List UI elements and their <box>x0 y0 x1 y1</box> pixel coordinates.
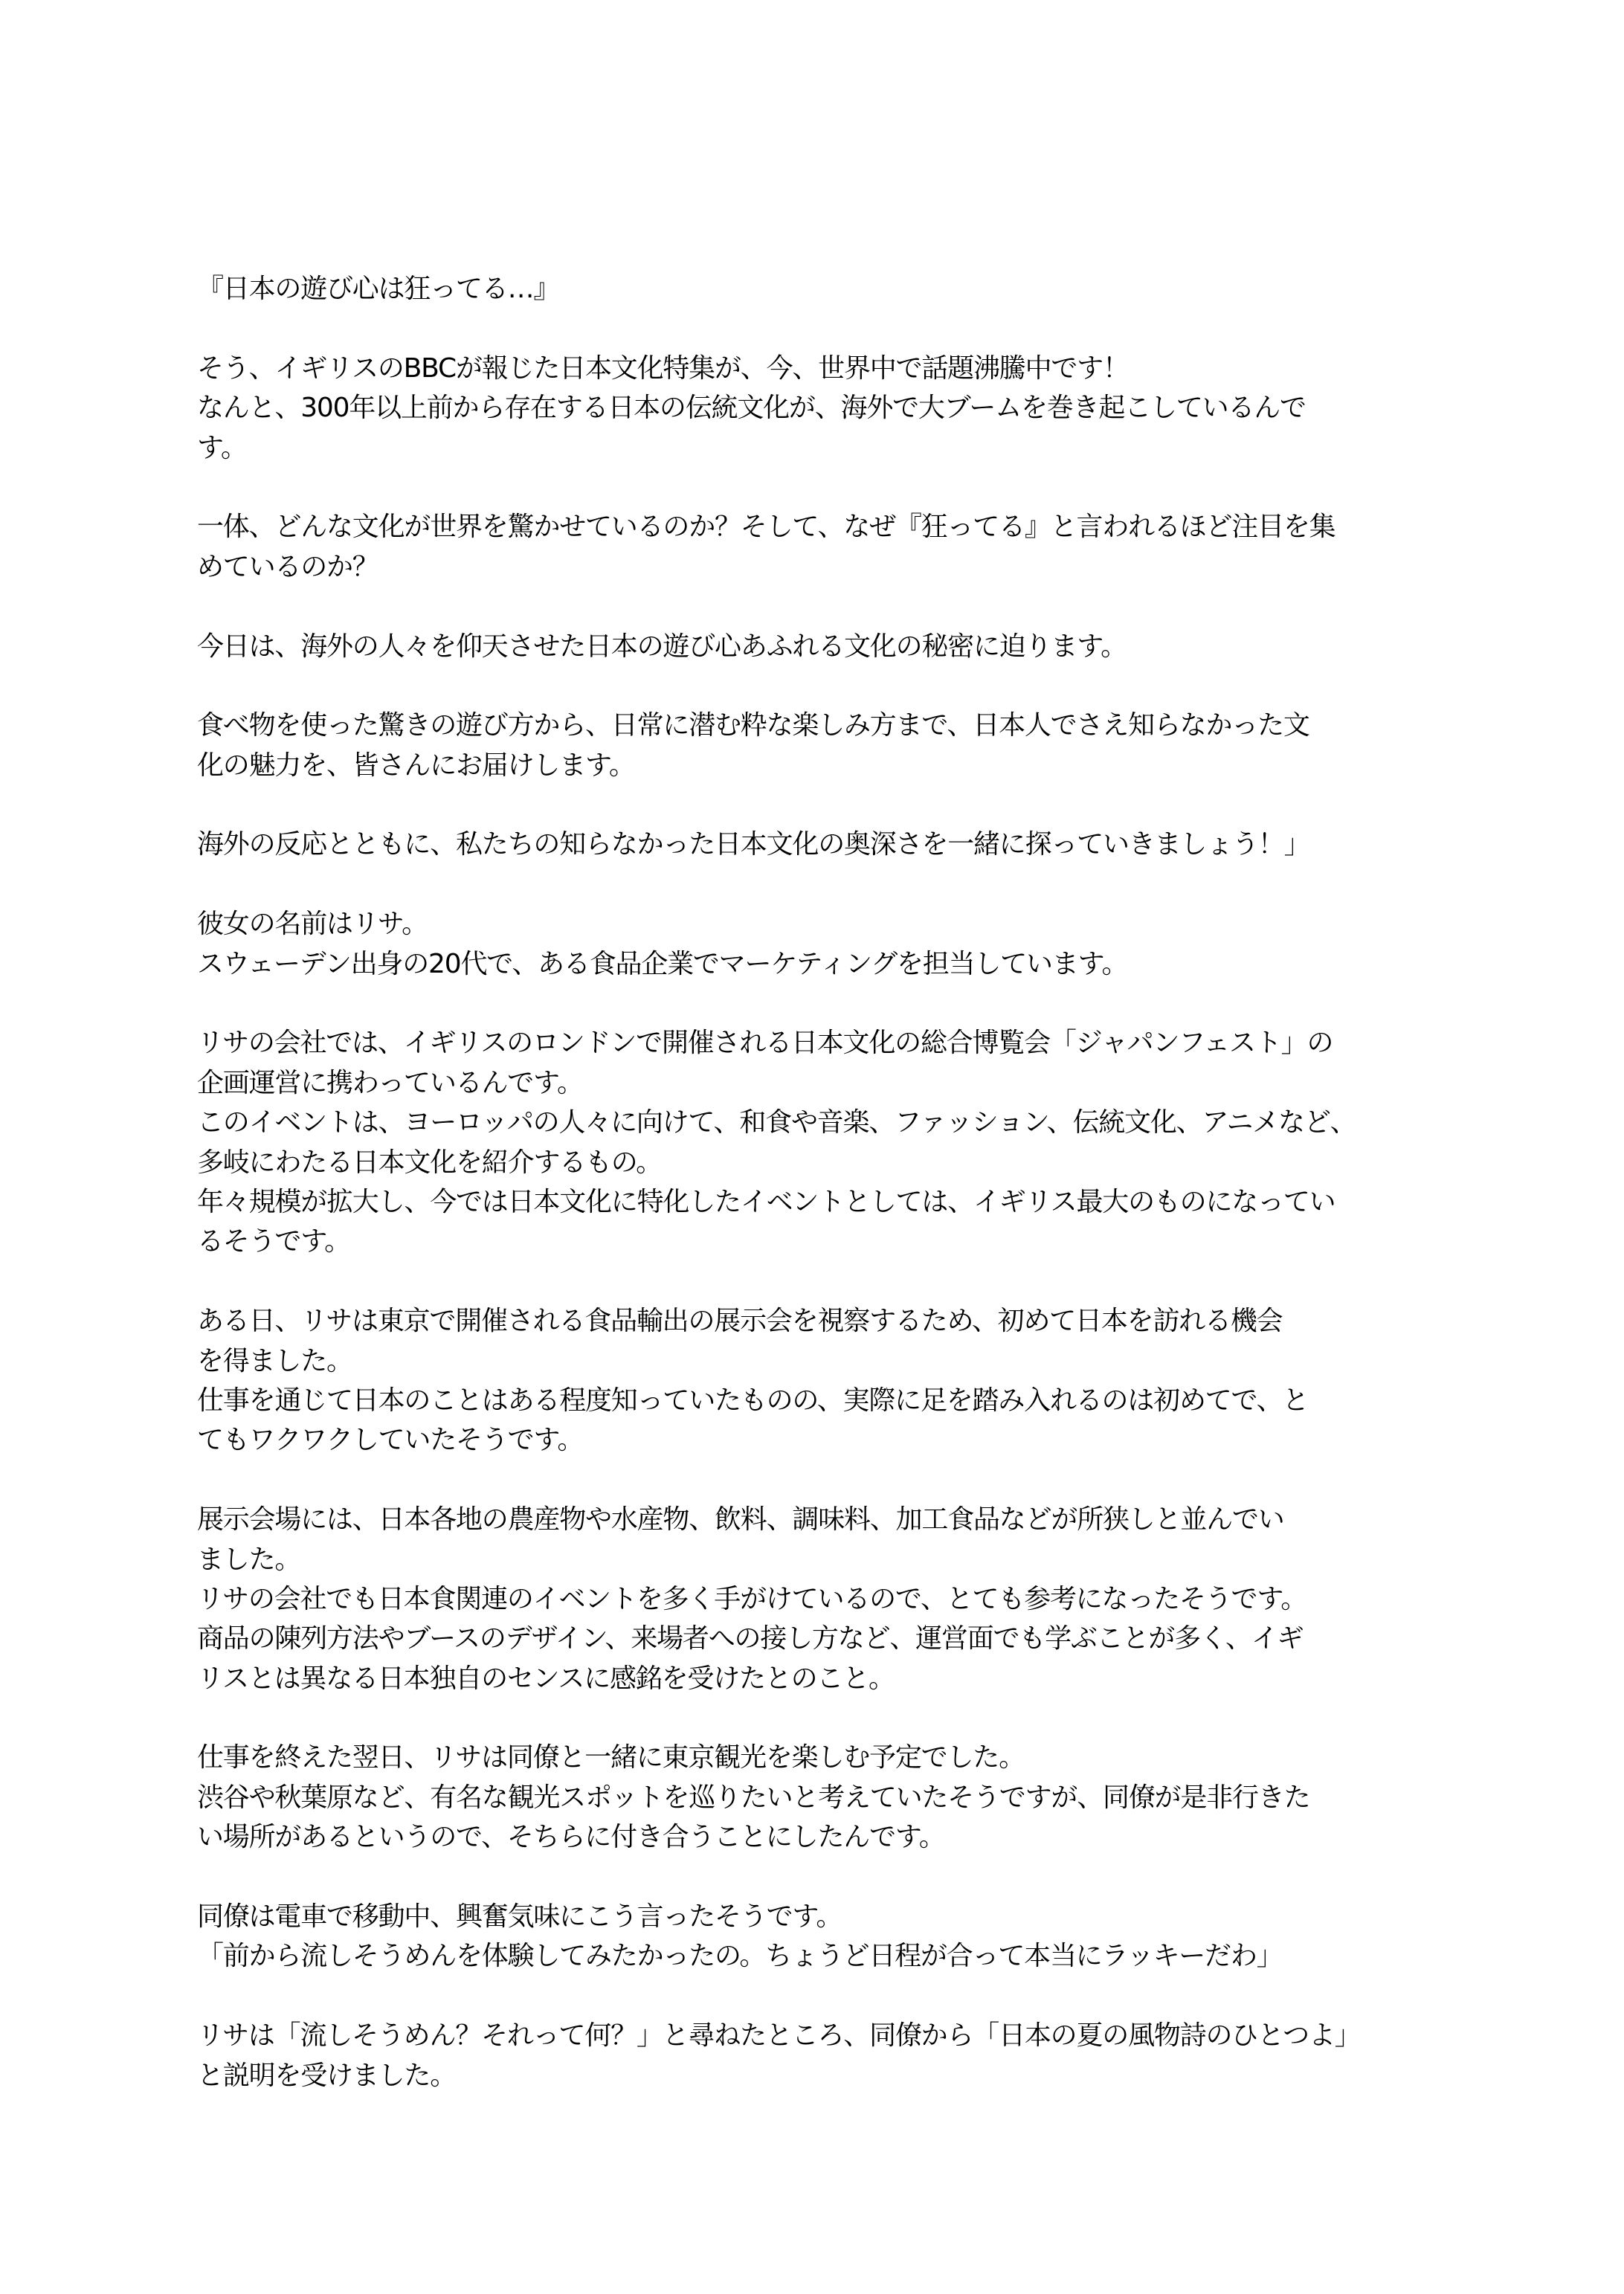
text-line: 多岐にわたる日本文化を紹介するもの。 <box>197 1147 662 1178</box>
text-line: 彼女の名前はリサ。 <box>197 909 428 940</box>
text-line: 一体、どんな文化が世界を驚かせているのか？そして、なぜ『狂ってる』と言われるほど注目を集 <box>197 512 1335 543</box>
text-line: 商品の陳列方法やブースのデザイン、来場者への接し方など、運営面でも学ぶことが多く、イギ <box>197 1623 1304 1655</box>
text-line: ました。 <box>197 1544 301 1575</box>
paragraph <box>197 627 1446 666</box>
paragraph <box>197 1023 1446 1261</box>
text-line: てもワクワクしていたそうです。 <box>197 1425 584 1456</box>
text-line: このイベントは、ヨーロッパの人々に向けて、和食や音楽、ファッション、伝統文化、アニメなど、 <box>197 1107 1356 1138</box>
text-line: ある日、リサは東京で開催される食品輸出の展示会を視察するため、初めて日本を訪れる機会 <box>197 1306 1283 1337</box>
text-line: 展示会場には、日本各地の農産物や水産物、飲料、調味料、加工食品などが所狭しと並んでい <box>197 1504 1284 1536</box>
text-line: 化の魅力を、皆さんにお届けします。 <box>197 750 635 781</box>
text-line: 海外の反応とともに、私たちの知らなかった日本文化の奥深さを一緒に探っていきましょう！」 <box>197 829 1310 860</box>
text-line: を得ました。 <box>197 1345 352 1376</box>
paragraph <box>197 1738 1446 1857</box>
text-line: 今日は、海外の人々を仰天させた日本の遊び心あふれる文化の秘密に迫ります。 <box>197 631 1127 662</box>
text-line: す。 <box>197 432 247 463</box>
text-line: リスとは異なる日本独自のセンスに感銘を受けたとのこと。 <box>197 1663 895 1694</box>
blank-line <box>197 309 1446 348</box>
paragraph <box>197 825 1446 864</box>
paragraph <box>197 1500 1446 1698</box>
text-line: 年々規模が拡大し、今では日本文化に特化したイベントとしては、イギリス最大のものになってい <box>197 1186 1335 1217</box>
text-line: 同僚は電車で移動中、興奮気味にこう言ったそうです。 <box>197 1901 842 1933</box>
document-page <box>197 269 1446 2095</box>
text-line: リサは「流しそうめん？それって何？」と尋ねたところ、同僚から「日本の夏の風物詩のひとつよ」 <box>197 2020 1361 2052</box>
blank-line <box>197 1460 1446 1500</box>
text-line: と説明を受けました。 <box>197 2060 457 2091</box>
text-line: 渋谷や秋葉原など、有名な観光スポットを巡りたいと考えていたそうですが、同僚が是非行きた <box>197 1782 1310 1813</box>
blank-line <box>197 1976 1446 2016</box>
blank-line <box>197 1262 1446 1301</box>
text-line: るそうです。 <box>197 1226 350 1257</box>
text-line: 企画運営に携わっているんです。 <box>197 1067 583 1098</box>
paragraph <box>197 2016 1446 2095</box>
text-line: リサの会社でも日本食関連のイベントを多く手がけているので、とても参考になったそうです。 <box>197 1583 1307 1614</box>
blank-line <box>197 1698 1446 1738</box>
paragraph <box>197 1897 1446 1976</box>
text-line: 「前から流しそうめんを体験してみたかったの。ちょうど日程が合って本当にラッキーだわ」 <box>197 1941 1283 1972</box>
text-line: リサの会社では、イギリスのロンドンで開催される日本文化の総合博覧会「ジャパンフェスト」の <box>197 1028 1333 1059</box>
paragraph <box>197 507 1446 587</box>
text-line: スウェーデン出身の20代で、ある食品企業でマーケティングを担当しています。 <box>197 948 1128 979</box>
blank-line <box>197 984 1446 1023</box>
text-line: 仕事を終えた翌日、リサは同僚と一緒に東京観光を楽しむ予定でした。 <box>197 1742 1025 1773</box>
blank-line <box>197 587 1446 626</box>
text-line: 仕事を通じて日本のことはある程度知っていたものの、実際に足を踏み入れるのは初めてで、と <box>197 1385 1309 1416</box>
text-line: めているのか？ <box>197 551 378 582</box>
document-title: 『日本の遊び心は狂ってる…』 <box>197 274 560 304</box>
blank-line <box>197 865 1446 904</box>
blank-line <box>197 785 1446 825</box>
paragraph <box>197 1301 1446 1460</box>
paragraph <box>197 904 1446 984</box>
paragraph <box>197 349 1446 468</box>
text-line: なんと、300年以上前から存在する日本の伝統文化が、海外で大ブームを巻き起こしているんで <box>197 393 1306 424</box>
text-line: い場所があるというので、そちらに付き合うことにしたんです。 <box>197 1822 945 1853</box>
blank-line <box>197 1858 1446 1897</box>
blank-line <box>197 468 1446 507</box>
blank-line <box>197 666 1446 706</box>
paragraph <box>197 706 1446 785</box>
text-line: 食べ物を使った驚きの遊び方から、日常に潜む粋な楽しみ方まで、日本人でさえ知らなかった文 <box>197 710 1309 741</box>
text-line: そう、イギリスのBBCが報じた日本文化特集が、今、世界中で話題沸騰中です！ <box>197 352 1129 384</box>
